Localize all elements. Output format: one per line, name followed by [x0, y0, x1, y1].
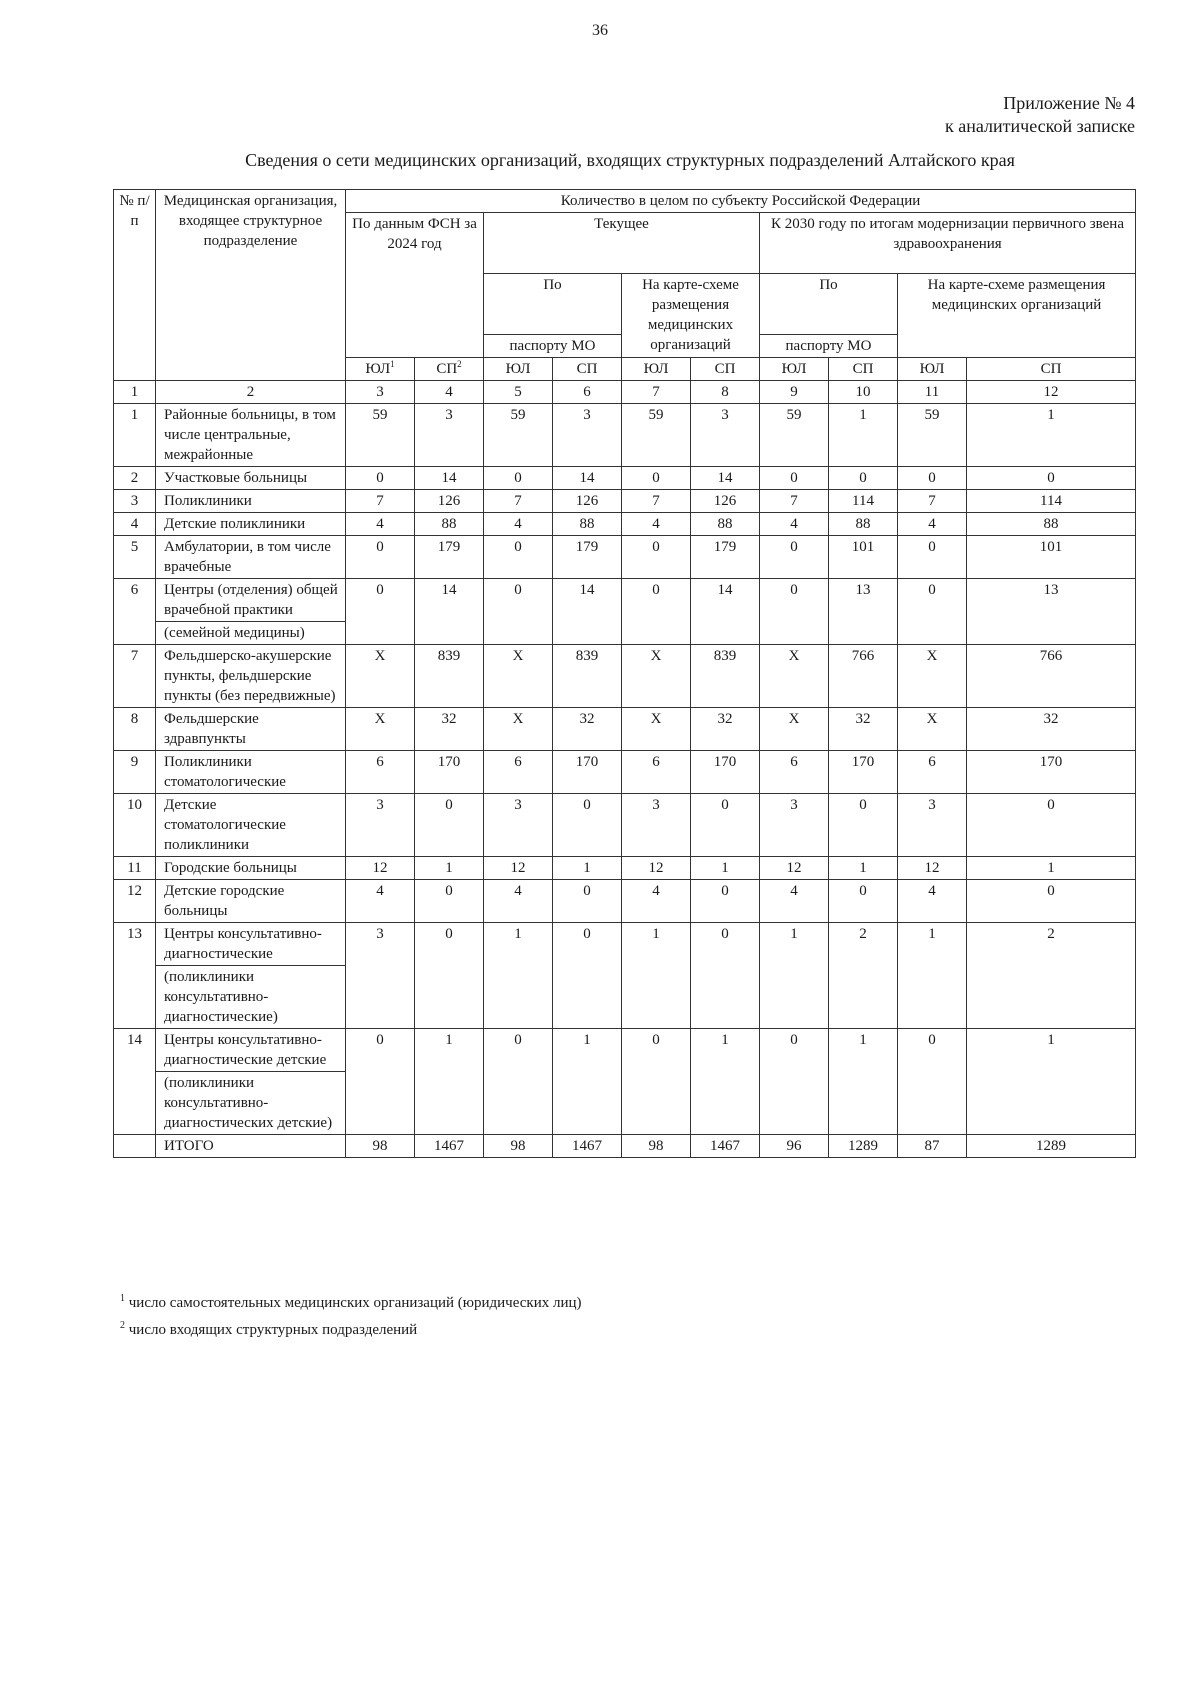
- value-cell: 3: [346, 923, 415, 1029]
- header-2030: К 2030 году по итогам модернизации первичного звена здравоохранения: [760, 213, 1136, 274]
- org-name: Фельдшерские здравпункты: [156, 708, 346, 751]
- value-cell: 6: [346, 751, 415, 794]
- column-number: 1: [114, 381, 156, 404]
- value-cell: 114: [967, 490, 1136, 513]
- appendix-line-2: к аналитической записке: [945, 116, 1135, 136]
- value-cell: 4: [622, 880, 691, 923]
- value-cell: 1: [829, 1029, 898, 1135]
- value-cell: 839: [691, 645, 760, 708]
- org-name: Фельдшерско-акушерские пункты, фельдшерские пункты (без передвижные): [156, 645, 346, 708]
- appendix-line-1: Приложение № 4: [1003, 93, 1135, 113]
- value-cell: 839: [553, 645, 622, 708]
- value-cell: 766: [967, 645, 1136, 708]
- value-cell: 0: [967, 794, 1136, 857]
- table-row: [114, 536, 1136, 579]
- org-name-sub: (поликлиники консультативно-диагностических детские): [156, 1072, 346, 1135]
- value-cell: 1: [829, 404, 898, 467]
- value-cell: 59: [622, 404, 691, 467]
- value-cell: 0: [553, 880, 622, 923]
- value-cell: 0: [484, 467, 553, 490]
- value-cell: 12: [346, 857, 415, 880]
- total-value: 98: [622, 1135, 691, 1158]
- value-cell: 88: [553, 513, 622, 536]
- value-cell: 1: [967, 404, 1136, 467]
- column-number: 9: [760, 381, 829, 404]
- row-number: 2: [114, 467, 156, 490]
- value-cell: Х: [898, 645, 967, 708]
- value-cell: 1: [967, 857, 1136, 880]
- header-sp: СП: [967, 358, 1136, 381]
- column-number: 12: [967, 381, 1136, 404]
- value-cell: 3: [553, 404, 622, 467]
- footnote-1: $^1$ число самостоятельных медицинских организаций (юридических лиц): [120, 1293, 582, 1311]
- row-number: 11: [114, 857, 156, 880]
- value-cell: 179: [691, 536, 760, 579]
- value-cell: 32: [967, 708, 1136, 751]
- org-name: Участковые больницы: [156, 467, 346, 490]
- value-cell: 0: [967, 880, 1136, 923]
- value-cell: 0: [346, 579, 415, 645]
- value-cell: 3: [760, 794, 829, 857]
- total-label: ИТОГО: [156, 1135, 346, 1158]
- row-number: 8: [114, 708, 156, 751]
- value-cell: Х: [760, 708, 829, 751]
- total-value: 98: [484, 1135, 553, 1158]
- header-sp: СП: [691, 358, 760, 381]
- header-map-2030: На карте-схеме размещения медицинских организаций: [898, 274, 1136, 358]
- value-cell: 3: [691, 404, 760, 467]
- value-cell: 0: [484, 536, 553, 579]
- value-cell: 1: [622, 923, 691, 1029]
- header-passport-2030: паспорту МО: [760, 335, 898, 358]
- value-cell: 88: [829, 513, 898, 536]
- value-cell: 59: [484, 404, 553, 467]
- value-cell: 7: [346, 490, 415, 513]
- table-row: [114, 880, 1136, 923]
- value-cell: 4: [484, 880, 553, 923]
- row-number: 4: [114, 513, 156, 536]
- row-number: 12: [114, 880, 156, 923]
- value-cell: 1: [829, 857, 898, 880]
- value-cell: 4: [622, 513, 691, 536]
- table-row: [114, 579, 1136, 622]
- row-number: 6: [114, 579, 156, 645]
- row-number: 1: [114, 404, 156, 467]
- org-name: Районные больницы, в том числе центральные, межрайонные: [156, 404, 346, 467]
- value-cell: 0: [898, 536, 967, 579]
- value-cell: 12: [484, 857, 553, 880]
- row-number: 3: [114, 490, 156, 513]
- value-cell: 0: [760, 1029, 829, 1135]
- org-name: Поликлиники: [156, 490, 346, 513]
- total-value: 1289: [967, 1135, 1136, 1158]
- org-name: Центры консультативно-диагностические: [156, 923, 346, 966]
- value-cell: 0: [346, 467, 415, 490]
- value-cell: 0: [760, 579, 829, 645]
- total-row: [114, 1135, 1136, 1158]
- total-value: 98: [346, 1135, 415, 1158]
- value-cell: 7: [898, 490, 967, 513]
- row-number: 7: [114, 645, 156, 708]
- value-cell: 59: [898, 404, 967, 467]
- value-cell: 1: [484, 923, 553, 1029]
- value-cell: 0: [829, 467, 898, 490]
- value-cell: 4: [898, 880, 967, 923]
- value-cell: 3: [346, 794, 415, 857]
- value-cell: 101: [829, 536, 898, 579]
- header-passport: паспорту МО: [484, 335, 622, 358]
- value-cell: 14: [415, 467, 484, 490]
- value-cell: Х: [760, 645, 829, 708]
- value-cell: 13: [967, 579, 1136, 645]
- column-number: 8: [691, 381, 760, 404]
- header-po: По: [484, 274, 622, 335]
- header-yul: $ЮЛ^1$: [346, 358, 415, 381]
- value-cell: 0: [415, 923, 484, 1029]
- value-cell: 0: [415, 880, 484, 923]
- value-cell: 2: [967, 923, 1136, 1029]
- value-cell: 0: [967, 467, 1136, 490]
- total-value: 96: [760, 1135, 829, 1158]
- header-fsn: По данным ФСН за 2024 год: [346, 213, 484, 358]
- value-cell: Х: [346, 645, 415, 708]
- value-cell: 59: [346, 404, 415, 467]
- value-cell: 0: [622, 467, 691, 490]
- value-cell: 7: [760, 490, 829, 513]
- column-number: 11: [898, 381, 967, 404]
- value-cell: 32: [553, 708, 622, 751]
- total-value: 1467: [691, 1135, 760, 1158]
- value-cell: 1: [760, 923, 829, 1029]
- total-value: 1467: [415, 1135, 484, 1158]
- value-cell: 3: [898, 794, 967, 857]
- row-number: 10: [114, 794, 156, 857]
- appendix-label: [945, 92, 1135, 138]
- value-cell: Х: [484, 708, 553, 751]
- value-cell: 170: [967, 751, 1136, 794]
- table-row: [114, 794, 1136, 857]
- value-cell: Х: [346, 708, 415, 751]
- value-cell: 12: [760, 857, 829, 880]
- value-cell: 4: [346, 513, 415, 536]
- footnotes: [120, 1290, 582, 1344]
- value-cell: 14: [415, 579, 484, 645]
- value-cell: 59: [760, 404, 829, 467]
- header-total: Количество в целом по субъекту Российской Федерации: [346, 190, 1136, 213]
- total-value: 1289: [829, 1135, 898, 1158]
- value-cell: 3: [622, 794, 691, 857]
- table-body: [114, 404, 1136, 1135]
- value-cell: 7: [484, 490, 553, 513]
- row-number: 9: [114, 751, 156, 794]
- value-cell: 6: [760, 751, 829, 794]
- value-cell: 32: [691, 708, 760, 751]
- value-cell: 0: [346, 1029, 415, 1135]
- value-cell: Х: [622, 645, 691, 708]
- value-cell: 1: [553, 857, 622, 880]
- header-yul: ЮЛ: [622, 358, 691, 381]
- value-cell: 114: [829, 490, 898, 513]
- header-yul: ЮЛ: [760, 358, 829, 381]
- value-cell: 1: [553, 1029, 622, 1135]
- value-cell: 1: [691, 1029, 760, 1135]
- value-cell: 0: [898, 1029, 967, 1135]
- value-cell: Х: [898, 708, 967, 751]
- footnote-2: $^2$ число входящих структурных подразделений: [120, 1320, 418, 1338]
- org-name: Городские больницы: [156, 857, 346, 880]
- row-number: 5: [114, 536, 156, 579]
- value-cell: 0: [691, 794, 760, 857]
- org-name: Амбулатории, в том числе врачебные: [156, 536, 346, 579]
- value-cell: 170: [829, 751, 898, 794]
- value-cell: 2: [829, 923, 898, 1029]
- total-num: [114, 1135, 156, 1158]
- value-cell: 170: [553, 751, 622, 794]
- value-cell: 12: [622, 857, 691, 880]
- value-cell: 126: [415, 490, 484, 513]
- value-cell: 3: [484, 794, 553, 857]
- value-cell: 0: [622, 1029, 691, 1135]
- org-name: Центры (отделения) общей врачебной практики: [156, 579, 346, 622]
- document-title: Сведения о сети медицинских организаций, входящих структурных подразделений Алтайского края: [245, 150, 1015, 170]
- value-cell: 4: [898, 513, 967, 536]
- table-row: [114, 645, 1136, 708]
- value-cell: 0: [484, 579, 553, 645]
- value-cell: 88: [967, 513, 1136, 536]
- value-cell: 1: [898, 923, 967, 1029]
- table-row: [114, 467, 1136, 490]
- header-po-2030: По: [760, 274, 898, 335]
- table-row: [114, 857, 1136, 880]
- value-cell: 88: [691, 513, 760, 536]
- table-row: [114, 708, 1136, 751]
- value-cell: 170: [691, 751, 760, 794]
- value-cell: 0: [760, 467, 829, 490]
- header-sp: $СП^2$: [415, 358, 484, 381]
- column-number-row: [114, 381, 1136, 404]
- total-value: 87: [898, 1135, 967, 1158]
- column-number: 4: [415, 381, 484, 404]
- value-cell: 0: [898, 579, 967, 645]
- value-cell: 766: [829, 645, 898, 708]
- row-number: 14: [114, 1029, 156, 1135]
- org-name-sub: (семейной медицины): [156, 622, 346, 645]
- org-name-sub: (поликлиники консультативно-диагностические): [156, 966, 346, 1029]
- header-sp: СП: [829, 358, 898, 381]
- value-cell: 6: [898, 751, 967, 794]
- column-number: 2: [156, 381, 346, 404]
- value-cell: Х: [622, 708, 691, 751]
- value-cell: 12: [898, 857, 967, 880]
- value-cell: 6: [484, 751, 553, 794]
- value-cell: 14: [553, 467, 622, 490]
- total-value: 1467: [553, 1135, 622, 1158]
- value-cell: 14: [553, 579, 622, 645]
- value-cell: 0: [553, 794, 622, 857]
- value-cell: 170: [415, 751, 484, 794]
- column-number: 3: [346, 381, 415, 404]
- column-number: 10: [829, 381, 898, 404]
- row-number: 13: [114, 923, 156, 1029]
- value-cell: 4: [760, 513, 829, 536]
- header-num: № п/п: [114, 190, 156, 381]
- column-number: 6: [553, 381, 622, 404]
- value-cell: 0: [622, 579, 691, 645]
- value-cell: 0: [553, 923, 622, 1029]
- value-cell: 839: [415, 645, 484, 708]
- value-cell: 126: [553, 490, 622, 513]
- value-cell: 3: [415, 404, 484, 467]
- table-row: [114, 490, 1136, 513]
- value-cell: 0: [346, 536, 415, 579]
- value-cell: 14: [691, 467, 760, 490]
- value-cell: 126: [691, 490, 760, 513]
- value-cell: 7: [622, 490, 691, 513]
- table-row: [114, 751, 1136, 794]
- header-map-current: На карте-схеме размещения медицинских организаций: [622, 274, 760, 358]
- value-cell: 13: [829, 579, 898, 645]
- value-cell: 32: [415, 708, 484, 751]
- table-row: [114, 1029, 1136, 1072]
- value-cell: 4: [760, 880, 829, 923]
- org-name: Детские поликлиники: [156, 513, 346, 536]
- value-cell: 6: [622, 751, 691, 794]
- column-number: 5: [484, 381, 553, 404]
- header-sp: СП: [553, 358, 622, 381]
- header-yul: ЮЛ: [484, 358, 553, 381]
- column-number: 7: [622, 381, 691, 404]
- value-cell: 88: [415, 513, 484, 536]
- value-cell: 0: [484, 1029, 553, 1135]
- org-name: Центры консультативно-диагностические детские: [156, 1029, 346, 1072]
- value-cell: 0: [691, 880, 760, 923]
- header-org: Медицинская организация, входящее структурное подразделение: [156, 190, 346, 381]
- value-cell: 32: [829, 708, 898, 751]
- table-row: [114, 513, 1136, 536]
- value-cell: Х: [484, 645, 553, 708]
- value-cell: 4: [484, 513, 553, 536]
- medical-organizations-table: [113, 189, 1136, 1158]
- value-cell: 0: [829, 794, 898, 857]
- value-cell: 0: [760, 536, 829, 579]
- table-row: [114, 404, 1136, 467]
- page-number: 36: [592, 22, 608, 39]
- value-cell: 1: [967, 1029, 1136, 1135]
- value-cell: 0: [691, 923, 760, 1029]
- value-cell: 4: [346, 880, 415, 923]
- header-yul: ЮЛ: [898, 358, 967, 381]
- value-cell: 0: [622, 536, 691, 579]
- org-name: Детские стоматологические поликлиники: [156, 794, 346, 857]
- header-current: Текущее: [484, 213, 760, 274]
- org-name: Детские городские больницы: [156, 880, 346, 923]
- org-name: Поликлиники стоматологические: [156, 751, 346, 794]
- value-cell: 14: [691, 579, 760, 645]
- value-cell: 1: [415, 1029, 484, 1135]
- value-cell: 0: [415, 794, 484, 857]
- value-cell: 0: [898, 467, 967, 490]
- value-cell: 1: [415, 857, 484, 880]
- value-cell: 179: [415, 536, 484, 579]
- header-row-1: [114, 190, 1136, 213]
- value-cell: 101: [967, 536, 1136, 579]
- table-row: [114, 923, 1136, 966]
- value-cell: 1: [691, 857, 760, 880]
- value-cell: 0: [829, 880, 898, 923]
- value-cell: 179: [553, 536, 622, 579]
